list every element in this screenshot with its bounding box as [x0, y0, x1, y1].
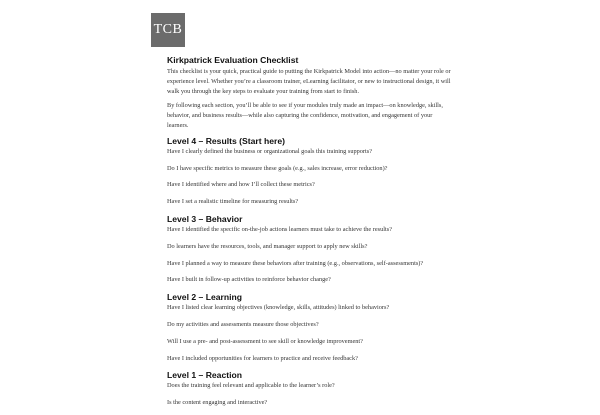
section-level-4 — [167, 136, 452, 207]
tcb-logo — [151, 13, 185, 47]
section-heading: Level 3 – Behavior — [167, 213, 243, 224]
checklist-question: Have I built in follow-up activities to reinforce behavior change? — [167, 276, 331, 284]
section-heading: Level 4 – Results (Start here) — [167, 135, 285, 146]
checklist-question: Have I included opportunities for learners to practice and receive feedback? — [167, 354, 358, 362]
document-title: Kirkpatrick Evaluation Checklist — [167, 55, 299, 65]
section-level-2 — [167, 292, 452, 363]
checklist-question: Have I identified where and how I’ll collect these metrics? — [167, 181, 315, 189]
checklist-content — [167, 55, 452, 415]
checklist-question: Have I identified the specific on-the-job actions learners must take to achieve the results? — [167, 225, 393, 233]
section-level-1 — [167, 370, 452, 408]
checklist-question: Does the training feel relevant and applicable to the learner’s role? — [167, 382, 335, 390]
intro-paragraph: This checklist is your quick, practical guide to putting the Kirkpatrick Model into action—no matter your role or experience level. Whether you’re a classroom trainer, eLearning facilitator, or new to instructional design, it will walk you through the key steps to evaluate your training from start to finish. — [167, 68, 451, 95]
checklist-question: Have I set a realistic timeline for measuring results? — [167, 198, 299, 206]
checklist-question: Do I have specific metrics to measure these goals (e.g., sales increase, error reduction)? — [167, 164, 388, 172]
logo-text: TCB — [153, 22, 183, 37]
checklist-question: Do my activities and assessments measure those objectives? — [167, 320, 319, 328]
checklist-question: Have I clearly defined the business or organizational goals this training supports? — [167, 147, 373, 155]
section-heading: Level 2 – Learning — [167, 292, 242, 303]
checklist-question: Is the content engaging and interactive? — [167, 399, 268, 407]
intro-paragraph: By following each section, you’ll be able to see if your modules truly made an impact—on knowledge, skills, behavior, and business results—while also capturing the confidence, motivation, and engagement of your learners. — [167, 102, 443, 129]
checklist-question: Do learners have the resources, tools, and manager support to apply new skills? — [167, 242, 368, 250]
checklist-question: Have I listed clear learning objectives (knowledge, skills, attitudes) linked to behaviors? — [167, 304, 390, 312]
section-heading: Level 1 – Reaction — [167, 370, 242, 381]
section-level-3 — [167, 214, 452, 285]
checklist-question: Will I use a pre- and post-assessment to see skill or knowledge improvement? — [167, 337, 363, 345]
checklist-question: Have I planned a way to measure these behaviors after training (e.g., observations, self-assessments)? — [167, 259, 424, 267]
